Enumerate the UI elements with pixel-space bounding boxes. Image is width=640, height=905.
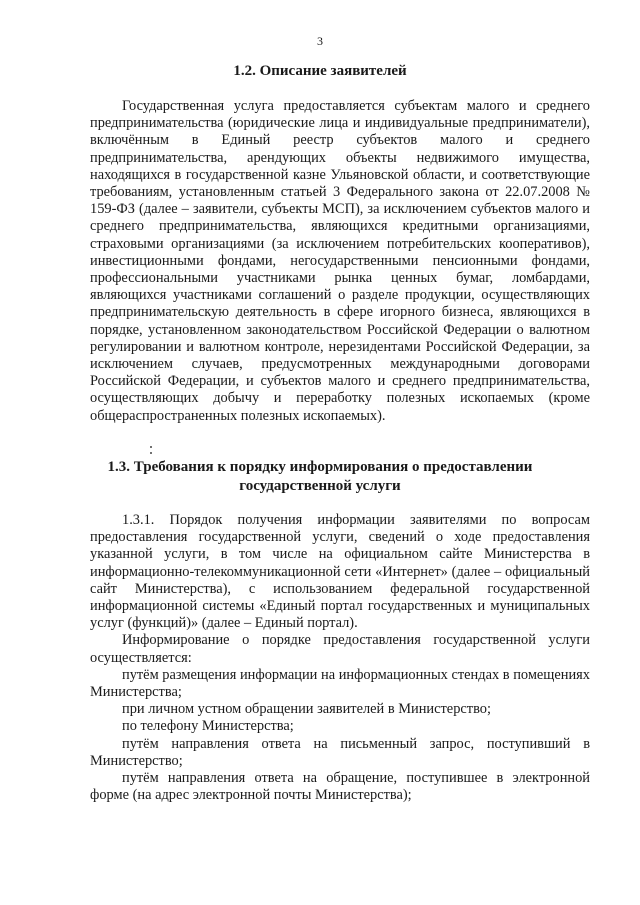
informing-intro-paragraph: Информирование о порядке предоставления государственной услуги осуществляется: xyxy=(90,632,590,666)
section-heading-1-2: 1.2. Описание заявителей xyxy=(233,63,407,79)
page-number: 3 xyxy=(317,34,323,48)
section-heading-1-3-line1: 1.3. Требования к порядку информирования о предоставлении xyxy=(107,459,533,475)
scan-speck xyxy=(150,446,152,448)
informing-method-electronic: путём направления ответа на обращение, поступившее в электронной форме (на адрес электронной почты Министерства); xyxy=(90,770,590,804)
scan-speck xyxy=(150,452,152,454)
section-heading-1-3 xyxy=(0,458,640,496)
applicants-description-paragraph: Государственная услуга предоставляется субъектам малого и среднего предпринимательства (юридические лица и индивидуальные предприниматели), включённым в Единый реестр субъектов малого и среднего предпринимательства, арендующих объекты недвижимого имущества, находящихся в государственной казне Ульяновской области, и соответствующие требованиям, установленным статьей 3 Федерального закона от 22.07.2008 № 159-ФЗ (далее – заявители, субъекты МСП), за исключением субъектов малого и среднего предпринимательства, являющихся кредитными организациями, страховыми организациями (за исключением потребительских кооперативов), инвестиционными фондами, негосударственными пенсионными фондами, профессиональными участниками рынка ценных бумаг, ломбардами, являющихся участниками соглашений о разделе продукции, осуществляющих предпринимательскую деятельность в сфере игорного бизнеса, являющихся в порядке, установленном законодательством Российской Федерации о валютном регулировании и валютном контроле, нерезидентами Российской Федерации, за исключением случаев, предусмотренных международными договорами Российской Федерации, и субъектов малого и среднего предпринимательства, осуществляющих добычу и переработку полезных ископаемых (кроме общераспространенных полезных ископаемых). xyxy=(90,98,590,424)
informing-method-personal: при личном устном обращении заявителей в Министерство; xyxy=(122,701,491,718)
informing-method-phone: по телефону Министерства; xyxy=(122,718,294,735)
section-heading-1-3-line2: государственной услуги xyxy=(239,478,401,494)
paragraph-1-3-1: 1.3.1. Порядок получения информации заявителями по вопросам предоставления государственной услуги, сведений о ходе предоставления указанной услуги, в том числе на официальном сайте Министерства в информационно-телекоммуникационной сети «Интернет» (далее – официальный сайт Министерства), с использованием федеральной государственной информационной системы «Единый портал государственных и муниципальных услуг (функций)» (далее – Единый портал). xyxy=(90,512,590,632)
informing-method-written: путём направления ответа на письменный запрос, поступивший в Министерство; xyxy=(90,735,590,769)
informing-method-stands: путём размещения информации на информационных стендах в помещениях Министерства; xyxy=(90,666,590,701)
section-body-1-2 xyxy=(90,98,590,425)
section-body-1-3 xyxy=(90,512,590,804)
